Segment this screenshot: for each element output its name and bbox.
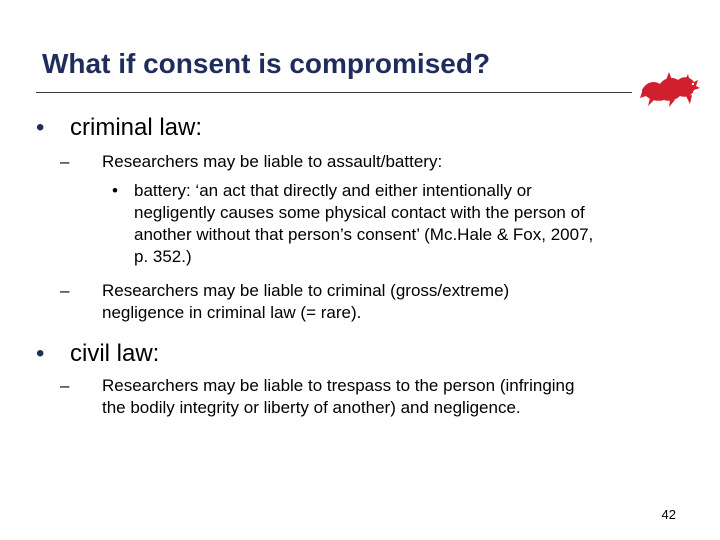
sub-bullet-text: Researchers may be liable to trespass to the person (infringing the bodily integrity or liberty of another) and negligence. [102, 376, 575, 417]
bullet-dot-icon: • [36, 340, 45, 367]
sub-bullet-text: Researchers may be liable to criminal (gross/extreme) negligence in criminal law (= rare). [102, 281, 510, 322]
sub-sub-bullet-text: battery: ‘an act that directly and either intentionally or negligently causes some physical contact with the person of another without that person’s consent’ (Mc.Hale & Fox, 2007, p. 352.) [134, 181, 594, 266]
page-number: 42 [661, 507, 676, 522]
sub-bullet-text: Researchers may be liable to assault/battery: [102, 152, 443, 171]
bullet-dot-icon: • [112, 181, 118, 200]
red-dragon-logo-icon [636, 70, 702, 108]
dash-icon: – [60, 152, 70, 171]
bullet-label: civil law: [70, 340, 160, 367]
title-divider [36, 92, 632, 93]
dash-icon: – [60, 281, 70, 300]
bullet-label: criminal law: [70, 114, 203, 141]
bullet-dot-icon: • [36, 114, 45, 141]
slide-title: What if consent is compromised? [42, 48, 491, 79]
dash-icon: – [60, 376, 70, 395]
